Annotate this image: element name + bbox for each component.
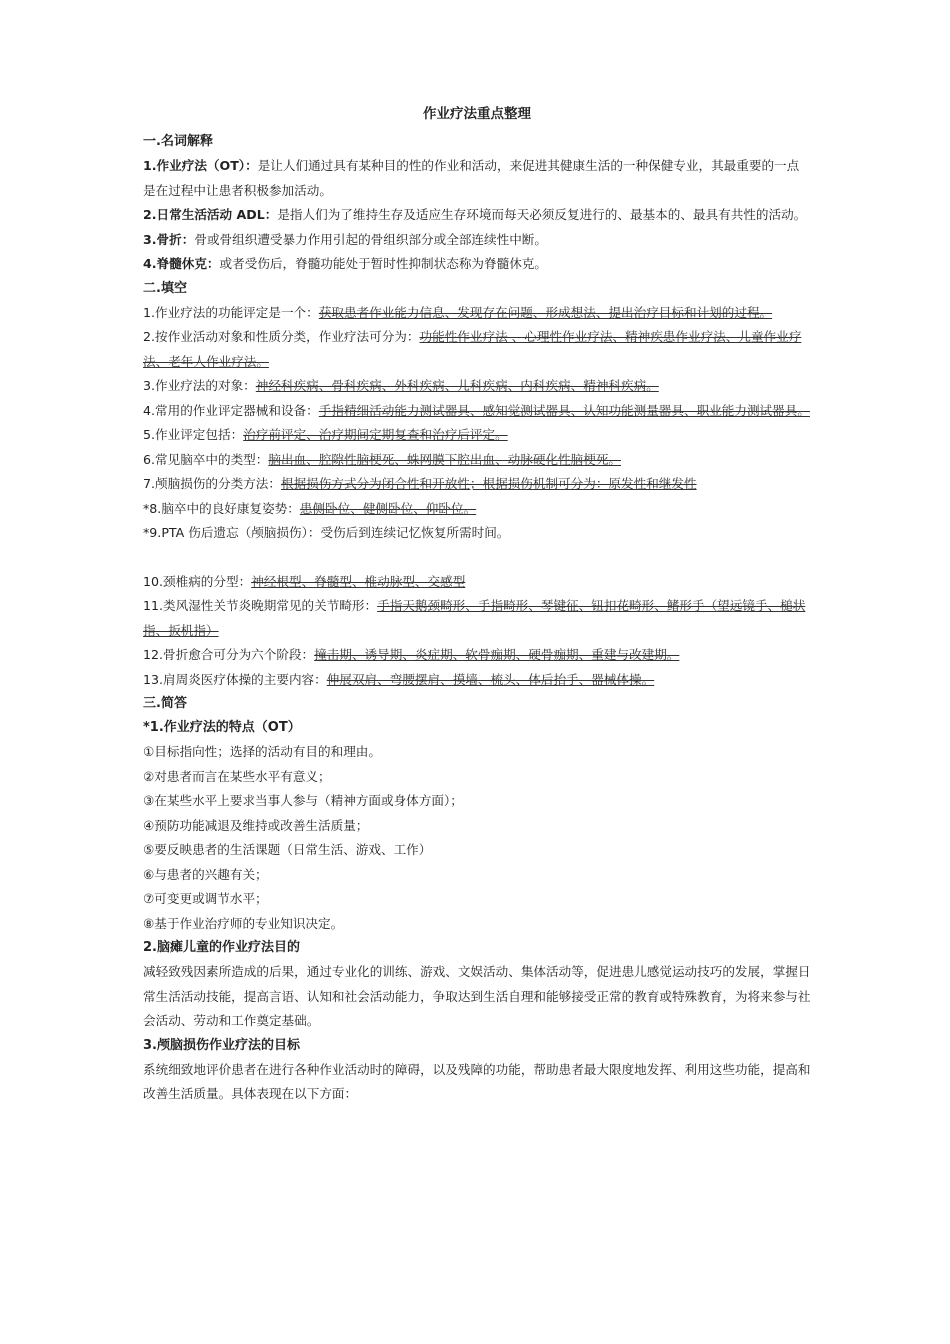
feature-point: ④预防功能减退及维持或改善生活质量； [143, 817, 369, 833]
definition-term: 4.脊髓休克： [143, 256, 220, 271]
fill-in-answer: 神经科疾病、骨科疾病、外科疾病、儿科疾病、内科疾病、精神科疾病。 [255, 378, 659, 393]
definition-text: 是让人们通过具有某种目的性的作业和活动，来促进其健康生活的一种保健专业，其最重要的一点是在过程中让患者积极参加活动。 [143, 158, 800, 198]
fill-in-answer: 患侧卧位、健侧卧位、仰卧位。 [299, 500, 477, 516]
definition-item [143, 252, 811, 277]
fill-in-item [143, 374, 811, 399]
fill-in-answer: 功能性作业疗法 、心理性作业疗法、精神疾患作业疗法、儿童作业疗法、老年人作业疗法。 [143, 329, 802, 369]
page-title: 作业疗法重点整理 [423, 106, 531, 122]
fill-in-question: 7.颅脑损伤的分类方法： [143, 476, 281, 491]
feature-point: ①目标指向性；选择的活动有目的和理由。 [143, 744, 381, 759]
definition-term: 3.骨折： [143, 231, 195, 247]
fill-in-item [143, 570, 811, 595]
section-heading-definitions: 一.名词解释 [143, 134, 213, 149]
section-heading-short-answer: 三.简答 [143, 696, 187, 711]
section-heading-fill-in: 二.填空 [143, 280, 187, 296]
definition-item [143, 154, 811, 203]
feature-point: ②对患者而言在某些水平有意义； [143, 768, 331, 784]
fill-in-item [143, 668, 811, 693]
fill-in-question: 12.骨折愈合可分为六个阶段： [143, 647, 315, 662]
definition-text: 骨或骨组织遭受暴力作用引起的骨组织部分或全部连续性中断。 [194, 231, 547, 247]
feature-point: ⑦可变更或调节水平； [143, 891, 268, 906]
feature-point: ⑤要反映患者的生活课题（日常生活、游戏、工作） [143, 842, 432, 857]
fill-in-question: 11.类风湿性关节炎晚期常见的关节畸形： [143, 598, 378, 613]
definition-term: 2.日常生活活动 ADL： [143, 207, 278, 222]
feature-point: ⑧基于作业治疗师的专业知识决定。 [143, 915, 344, 931]
question-title: 3.颅脑损伤作业疗法的目标 [143, 1037, 300, 1053]
definition-text: 或者受伤后，脊髓功能处于暂时性抑制状态称为脊髓休克。 [219, 256, 547, 271]
definition-term: 1.作业疗法（OT）： [143, 158, 258, 173]
fill-in-question: 3.作业疗法的对象： [143, 378, 256, 393]
fill-in-answer: 伸展双肩、弯腰摆肩、摸墙、梳头、体后抬手、器械体操。 [326, 671, 655, 687]
question-title: *1.作业疗法的特点（OT） [143, 720, 301, 735]
feature-point: ⑥与患者的兴趣有关； [143, 866, 268, 882]
fill-in-question: *8.脑卒中的良好康复姿势： [143, 500, 300, 516]
fill-in-item [143, 521, 811, 546]
definition-item [143, 203, 811, 228]
fill-in-answer: 手指天鹅颈畸形、手指畸形、琴键征、钮扣花畸形、鳍形手（望远镜手、槌状指、扳机指） [143, 598, 806, 638]
definition-item [143, 228, 811, 253]
fill-in-answer: 脑出血、腔隙性脑梗死、蛛网膜下腔出血、动脉硬化性脑梗死。 [268, 451, 621, 467]
fill-in-answer: 撞击期、诱导期、炎症期、软骨痂期、硬骨痂期、重建与改建期。 [314, 647, 680, 662]
fill-in-item [143, 472, 811, 497]
fill-in-item [143, 497, 811, 522]
fill-in-answer: 神经根型、脊髓型、椎动脉型、交感型 [251, 573, 466, 589]
fill-in-question: 4.常用的作业评定器械和设备： [143, 402, 319, 418]
fill-in-question: 6.常见脑卒中的类型： [143, 451, 269, 467]
answer-paragraph: 减轻致残因素所造成的后果，通过专业化的训练、游戏、文娱活动、集体活动等，促进患儿感觉运动技巧的发展，掌握日常生活活动技能，提高言语、认知和社会活动能力，争取达到生活自理和能够接受正常的教育或特殊教育，为将来参与社会活动、劳动和工作奠定基础。 [143, 964, 811, 1028]
feature-point: ③在某些水平上要求当事人参与（精神方面或身体方面）； [143, 793, 463, 808]
answer-paragraph: 系统细致地评价患者在进行各种作业活动时的障碍，以及残障的功能，帮助患者最大限度地发挥、利用这些功能，提高和改善生活质量。具体表现在以下方面： [143, 1061, 811, 1101]
fill-in-item [143, 301, 811, 326]
fill-in-question: 5.作业评定包括： [143, 427, 244, 442]
fill-in-item [143, 399, 811, 424]
definition-text: 是指人们为了维持生存及适应生存环境而每天必须反复进行的、最基本的、最具有共性的活动。 [277, 207, 807, 222]
question-title: 2.脑瘫儿童的作业疗法目的 [143, 940, 300, 955]
fill-in-question: 13.肩周炎医疗体操的主要内容： [143, 671, 327, 687]
fill-in-item [143, 643, 811, 668]
fill-in-answer: 获取患者作业能力信息、发现存在问题、形成想法、提出治疗目标和计划的过程。 [318, 304, 773, 320]
fill-in-question: *9.PTA 伤后遗忘（颅脑损伤）：受伤后到连续记忆恢复所需时间。 [143, 525, 510, 540]
fill-in-answer: 治疗前评定、治疗期间定期复查和治疗后评定。 [243, 427, 508, 442]
blank-gap [143, 546, 811, 570]
fill-in-item [143, 594, 811, 643]
fill-in-item [143, 423, 811, 448]
fill-in-item [143, 325, 811, 374]
fill-in-question: 1.作业疗法的功能评定是一个： [143, 304, 319, 320]
fill-in-item [143, 448, 811, 473]
fill-in-answer: 手指精细活动能力测试器具、感知觉测试器具、认知功能测量器具、职业能力测试器具。 [318, 402, 810, 418]
fill-in-question: 10.颈椎病的分型： [143, 573, 252, 589]
fill-in-question: 2.按作业活动对象和性质分类，作业疗法可分为： [143, 329, 420, 344]
fill-in-answer: 根据损伤方式分为闭合性和开放性；根据损伤机制可分为：原发性和继发性 [280, 476, 697, 491]
document-page [143, 100, 811, 1107]
